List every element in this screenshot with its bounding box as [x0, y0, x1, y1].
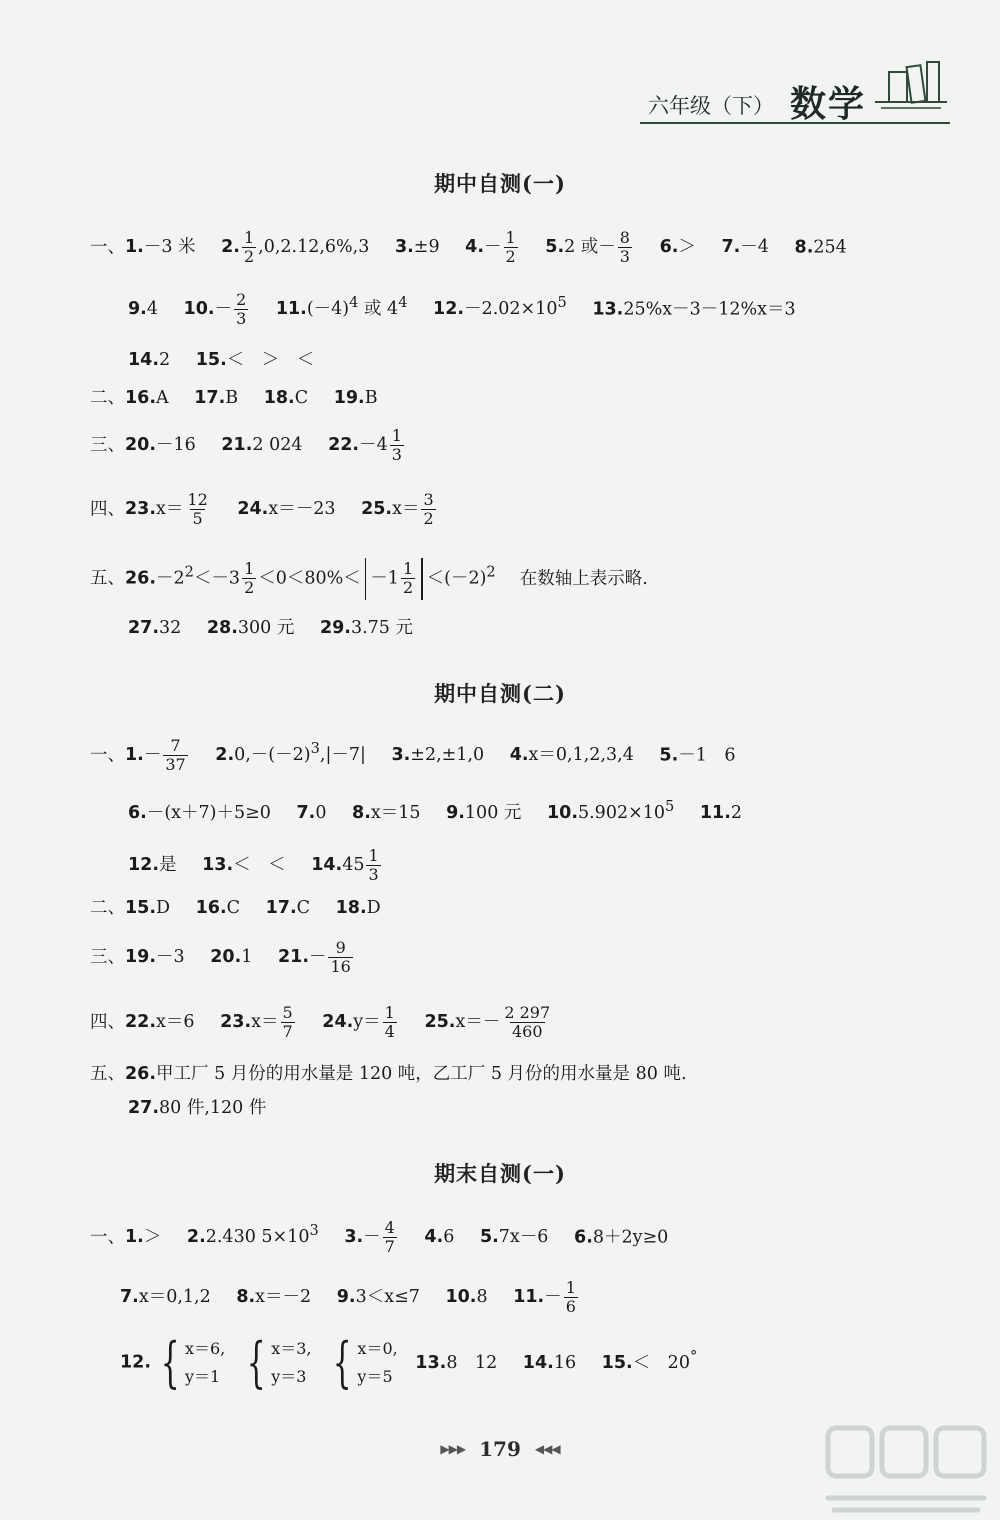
forward-arrows-icon: ▶▶▶ [440, 1442, 466, 1456]
system-equations-2: { x＝3, y＝3 [246, 1330, 312, 1394]
books-logo-icon [875, 58, 947, 118]
s3-line-1: 一、1.＞ 2.2.430 $5\times 10^3$ 3.－ $\frac{4}{7}$ 4.6 5.7x－6 6.8＋2y≥0 [90, 1218, 669, 1256]
system-equations-3: { x＝0, y＝5 [332, 1330, 398, 1394]
s3-line-2: 7.x＝0,1,2 8.x＝－2 9.3＜x≤7 10.8 11.－ $\frac{1}{6}$ [120, 1278, 576, 1316]
page-number: 179 [479, 1437, 521, 1461]
s1-line-3: 14.2 15.＜ ＞ ＜ [128, 350, 315, 370]
s1-line-6: 四、23.x＝ $\frac{12}{5}$ 24.x＝－23 25.x＝ $\frac{3}{2}$ [90, 490, 434, 528]
watermark-logo-icon [820, 1418, 995, 1520]
s2-line-1: 一、1.－ $\frac{7}{37}$ $2.0,-(-2)^3,|-7|$ 3.±2,±1,0 4.x＝0,1,2,3,4 5.－1 6 [90, 736, 736, 774]
page-header [640, 70, 950, 124]
s3-line-3: 12. { x＝6, y＝1 { x＝3, y＝3 { x＝0, y＝5 13.8 12 14.16 15.＜ 20° [120, 1330, 698, 1394]
s2-line-4: 二、15.D 16.C 17.C 18.D [90, 898, 381, 918]
section-title-midterm-1: 期中自测(一) [434, 171, 566, 196]
s1-line-7: 五、$26.-2^2<-3$ $\frac{1}{2}$ ＜0＜80%＜ －1 $\frac{1}{2}$ $<(-2)^2$ 在数轴上表示略. [90, 558, 648, 600]
header-subject: 数学 [790, 83, 867, 125]
s2-line-7: 五、26.甲工厂 5 月份的用水量是 120 吨，乙工厂 5 月份的用水量是 80 吨. [90, 1064, 687, 1084]
back-arrows-icon: ◀◀◀ [534, 1442, 560, 1456]
system-equations-1: { x＝6, y＝1 [160, 1330, 226, 1394]
s1-line-2: 9.4 10.－ $\frac{2}{3}$ $11.(-4)^4$ 或 $4^4$ $12.-2.02\times 10^5$ 13.25%x－3－12%x＝3 [128, 290, 796, 328]
s2-line-5: 三、19.－3 20.1 21.－ $\frac{9}{16}$ [90, 938, 351, 976]
s2-line-8: 27.80 件,120 件 [128, 1098, 267, 1118]
s2-line-3: 12.是 13.＜ ＜ 14.45 $\frac{1}{3}$ [128, 846, 379, 884]
section-title-midterm-2: 期中自测(二) [434, 681, 566, 706]
s1-line-1: 一、1.－3 米 2. $\frac{1}{2}$ ,0,2.12,6%,3 3.±9 4.－ $\frac{1}{2}$ 5.2 或－ $\frac{8}{3}$ 6.＞ 7.－4 8.254 [90, 228, 847, 266]
section-title-final-1: 期末自测(一) [434, 1161, 566, 1186]
s2-line-6: 四、22.x＝6 23.x＝ $\frac{5}{7}$ 24.y＝ $\frac{1}{4}$ 25.x＝－ $\frac{2 297}{460}$ [90, 1003, 551, 1041]
header-grade: 六年级（下） [648, 94, 774, 118]
s1-line-8: 27.32 28.300 元 29.3.75 元 [128, 618, 413, 638]
s1-line-5: 三、20.－16 21.2 024 22.－4 $\frac{1}{3}$ [90, 426, 402, 464]
s1-line-4: 二、16.A 17.B 18.C 19.B [90, 388, 378, 408]
s2-line-2: 6.－(x＋7)＋5≥0 7.0 8.x＝15 9.100 元 $10.5.902\times 10^5$ 11.2 [128, 798, 743, 823]
